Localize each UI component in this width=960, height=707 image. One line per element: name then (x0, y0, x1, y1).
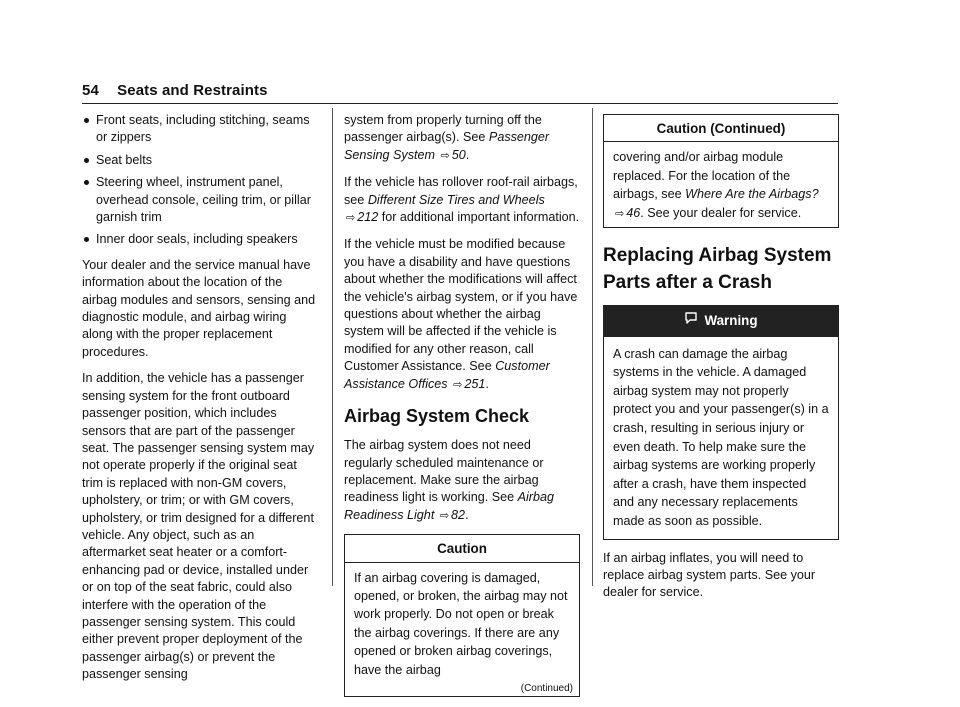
paragraph: If the vehicle has rollover roof-rail airbags, see Different Size Tires and Wheels ⇨ 212 for additional important information. (344, 175, 580, 225)
warning-text: A crash can damage the airbag systems in the vehicle. A damaged airbag system may not properly protect you and your passenger(s) in a crash, resulting in serious injury or even death. To help make sure the airbag systems are working properly after a crash, have them inspected and any necessary replacements made as soon as possible. (613, 346, 829, 529)
page-ref-icon: ⇨ (453, 378, 463, 391)
paragraph: If the vehicle must be modified because you have a disability and have questions about whether the modifications will affect the vehicle's airbag system, or if you have questions about whether the airbag system will be affected if the vehicle is modified for any other reason, call Customer Assistance. See Customer Assistance Offices ⇨ 251. (344, 237, 578, 391)
paragraph: In addition, the vehicle has a passenger sensing system for the front outboard passenger position, which includes sensors that are part of the passenger seat. The passenger sensing system may not operate properly if the original seat trim is replaced with non-GM covers, upholstery, or trim; or with GM covers, upholstery, or trim designed for a different vehicle. Any object, such as an aftermarket seat heater or a comfort-enhancing pad or device, installed under or on top of the seat fabric, could also interfere with the operation of the passenger sensing system. This could either prevent proper deployment of the passenger airbag(s) or prevent the passenger sensing (82, 371, 315, 682)
column-1 (82, 112, 318, 693)
paragraph: system from properly turning off the passenger airbag(s). See Passenger Sensing System ⇨ 50. (344, 113, 550, 162)
column-divider (592, 108, 593, 586)
warning-title: Warning (704, 313, 758, 329)
continued-label: (Continued) (520, 682, 573, 694)
caution-text: covering and/or airbag module replaced. For the location of the airbags, see Where Are the Airbags? ⇨ 46. See your dealer for service. (613, 150, 819, 220)
warning-box (603, 305, 839, 540)
list-item: Steering wheel, instrument panel, overhead console, ceiling trim, or pillar garnish trim (82, 174, 318, 226)
column-3 (603, 112, 839, 611)
paragraph: If an airbag inflates, you will need to replace airbag system parts. See your dealer for service. (603, 550, 816, 600)
page-reference[interactable]: 46 (626, 205, 641, 220)
list-item: Seat belts (82, 152, 318, 169)
page-reference[interactable]: 82 (451, 507, 466, 522)
caution-title: Caution (345, 535, 579, 562)
paragraph: Your dealer and the service manual have information about the location of the airbag modules and sensors, sensing and diagnostic module, and airbag wiring along with the proper replacement procedures. (82, 257, 316, 359)
cross-reference-link[interactable]: Customer Assistance Offices (344, 359, 550, 391)
page-ref-icon: ⇨ (615, 207, 625, 220)
list-item: Front seats, including stitching, seams or zippers (82, 112, 318, 147)
cross-reference-link[interactable]: Where Are the Airbags? (685, 187, 819, 202)
page-ref-icon: ⇨ (440, 149, 450, 162)
page-number: 54 (82, 82, 99, 99)
column-divider (332, 108, 333, 586)
page-header (82, 82, 838, 99)
list-item: Inner door seals, including speakers (82, 231, 318, 248)
page-reference[interactable]: 212 (357, 210, 379, 225)
warning-title-bar (604, 306, 838, 337)
bullet-list (82, 112, 318, 249)
cross-reference-link[interactable]: Different Size Tires and Wheels (367, 192, 545, 207)
section-heading: Airbag System Check (344, 406, 530, 427)
bullet-icon (84, 237, 89, 242)
bullet-icon (84, 118, 89, 123)
bullet-icon (84, 158, 89, 163)
caution-title: Caution (Continued) (604, 115, 838, 142)
paragraph: The airbag system does not need regularly scheduled maintenance or replacement. Make sure the airbag readiness light is working. See Airbag Readiness Light ⇨ 82. (344, 438, 555, 522)
cross-reference-link[interactable]: Airbag Readiness Light (344, 490, 555, 522)
warning-icon (684, 311, 698, 329)
section-title: Seats and Restraints (117, 82, 268, 99)
caution-box (344, 534, 580, 697)
bullet-icon (84, 180, 89, 185)
caution-text: If an airbag covering is damaged, opened, or broken, the airbag may not work properly. Do not open or break the airbag coverings. If there are any opened or broken airbag coverings, have the airbag (354, 570, 568, 677)
page-ref-icon: ⇨ (439, 509, 450, 522)
column-2 (344, 112, 580, 707)
header-rule (82, 103, 838, 104)
section-heading: Replacing Airbag System Parts after a Crash (603, 245, 832, 294)
page-reference[interactable]: 50 (451, 147, 466, 162)
cross-reference-link[interactable]: Passenger Sensing System (344, 130, 550, 162)
caution-box (603, 114, 839, 228)
page-reference[interactable]: 251 (464, 376, 486, 391)
page-ref-icon: ⇨ (346, 212, 356, 225)
